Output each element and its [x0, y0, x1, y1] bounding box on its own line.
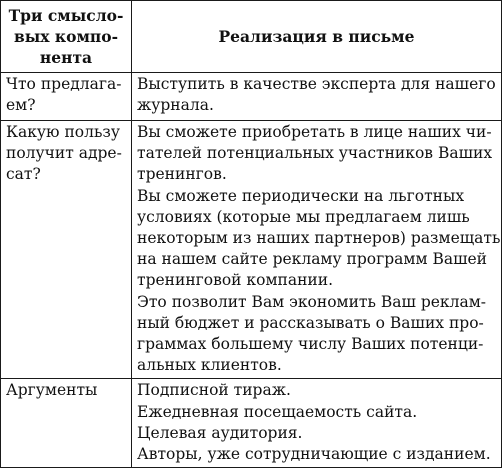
row-content-line: Это позволит Вам экономить Ваш реклам- [137, 292, 486, 311]
row-content-line: Авторы, уже сотрудничающие с изданием. [137, 445, 491, 464]
header-col1-line: Три смысло- [8, 5, 124, 25]
row-label-line: Какую пользу [6, 123, 120, 141]
row-content-line: тренингов. [137, 165, 227, 184]
row-content-line: Ежедневная посещаемость сайта. [137, 402, 418, 421]
row-content-line: условиях (которые мы предлагаем лишь [137, 207, 470, 226]
table-row-offer [1, 73, 502, 121]
row-label-line: Аргументы [6, 381, 98, 400]
header-cell-components [1, 1, 132, 73]
row-content-line: Вы сможете приобретать в лице наших чи- [137, 123, 492, 141]
header-col2-text: Реализация в письме [218, 26, 415, 46]
row-content-line: журнала. [137, 96, 214, 115]
row-content-line: на нашем сайте рекламу программ Вашей [137, 250, 487, 269]
row-content-cell [132, 121, 502, 379]
row-content-line: альных клиентов. [137, 356, 282, 375]
header-col1-line: нента [39, 48, 93, 68]
row-content-line: ный бюджет и рассказывать о Ваших про- [137, 313, 484, 332]
row-label-line: получит адре- [6, 144, 122, 163]
row-label-line: ем? [6, 96, 36, 115]
row-content-cell [132, 73, 502, 121]
row-label-line: Что предлага- [6, 75, 122, 93]
row-content-line: Выступить в качестве эксперта для нашего [137, 75, 496, 93]
header-col1-line: вых компо- [13, 26, 119, 46]
table-row-benefit [1, 121, 502, 379]
table-header-row [1, 1, 502, 73]
row-content-line: Целевая аудитория. [137, 423, 303, 442]
row-label-cell [1, 121, 132, 379]
row-content-line: тателей потенциальных участников Ваших [137, 144, 493, 163]
row-content-line: тренинговой компании. [137, 271, 333, 290]
row-label-line: сат? [6, 165, 41, 184]
row-label-cell [1, 73, 132, 121]
row-content-line: некоторым из наших партнеров) размещать [137, 229, 501, 248]
row-content-line: граммах большему числу Ваших потенци- [137, 335, 484, 354]
header-cell-realization [132, 1, 502, 73]
table-row-arguments [1, 379, 502, 468]
row-content-line: Подписной тираж. [137, 381, 291, 400]
row-label-cell [1, 379, 132, 468]
row-content-cell [132, 379, 502, 468]
row-content-line: Вы сможете периодически на льготных [137, 186, 465, 205]
